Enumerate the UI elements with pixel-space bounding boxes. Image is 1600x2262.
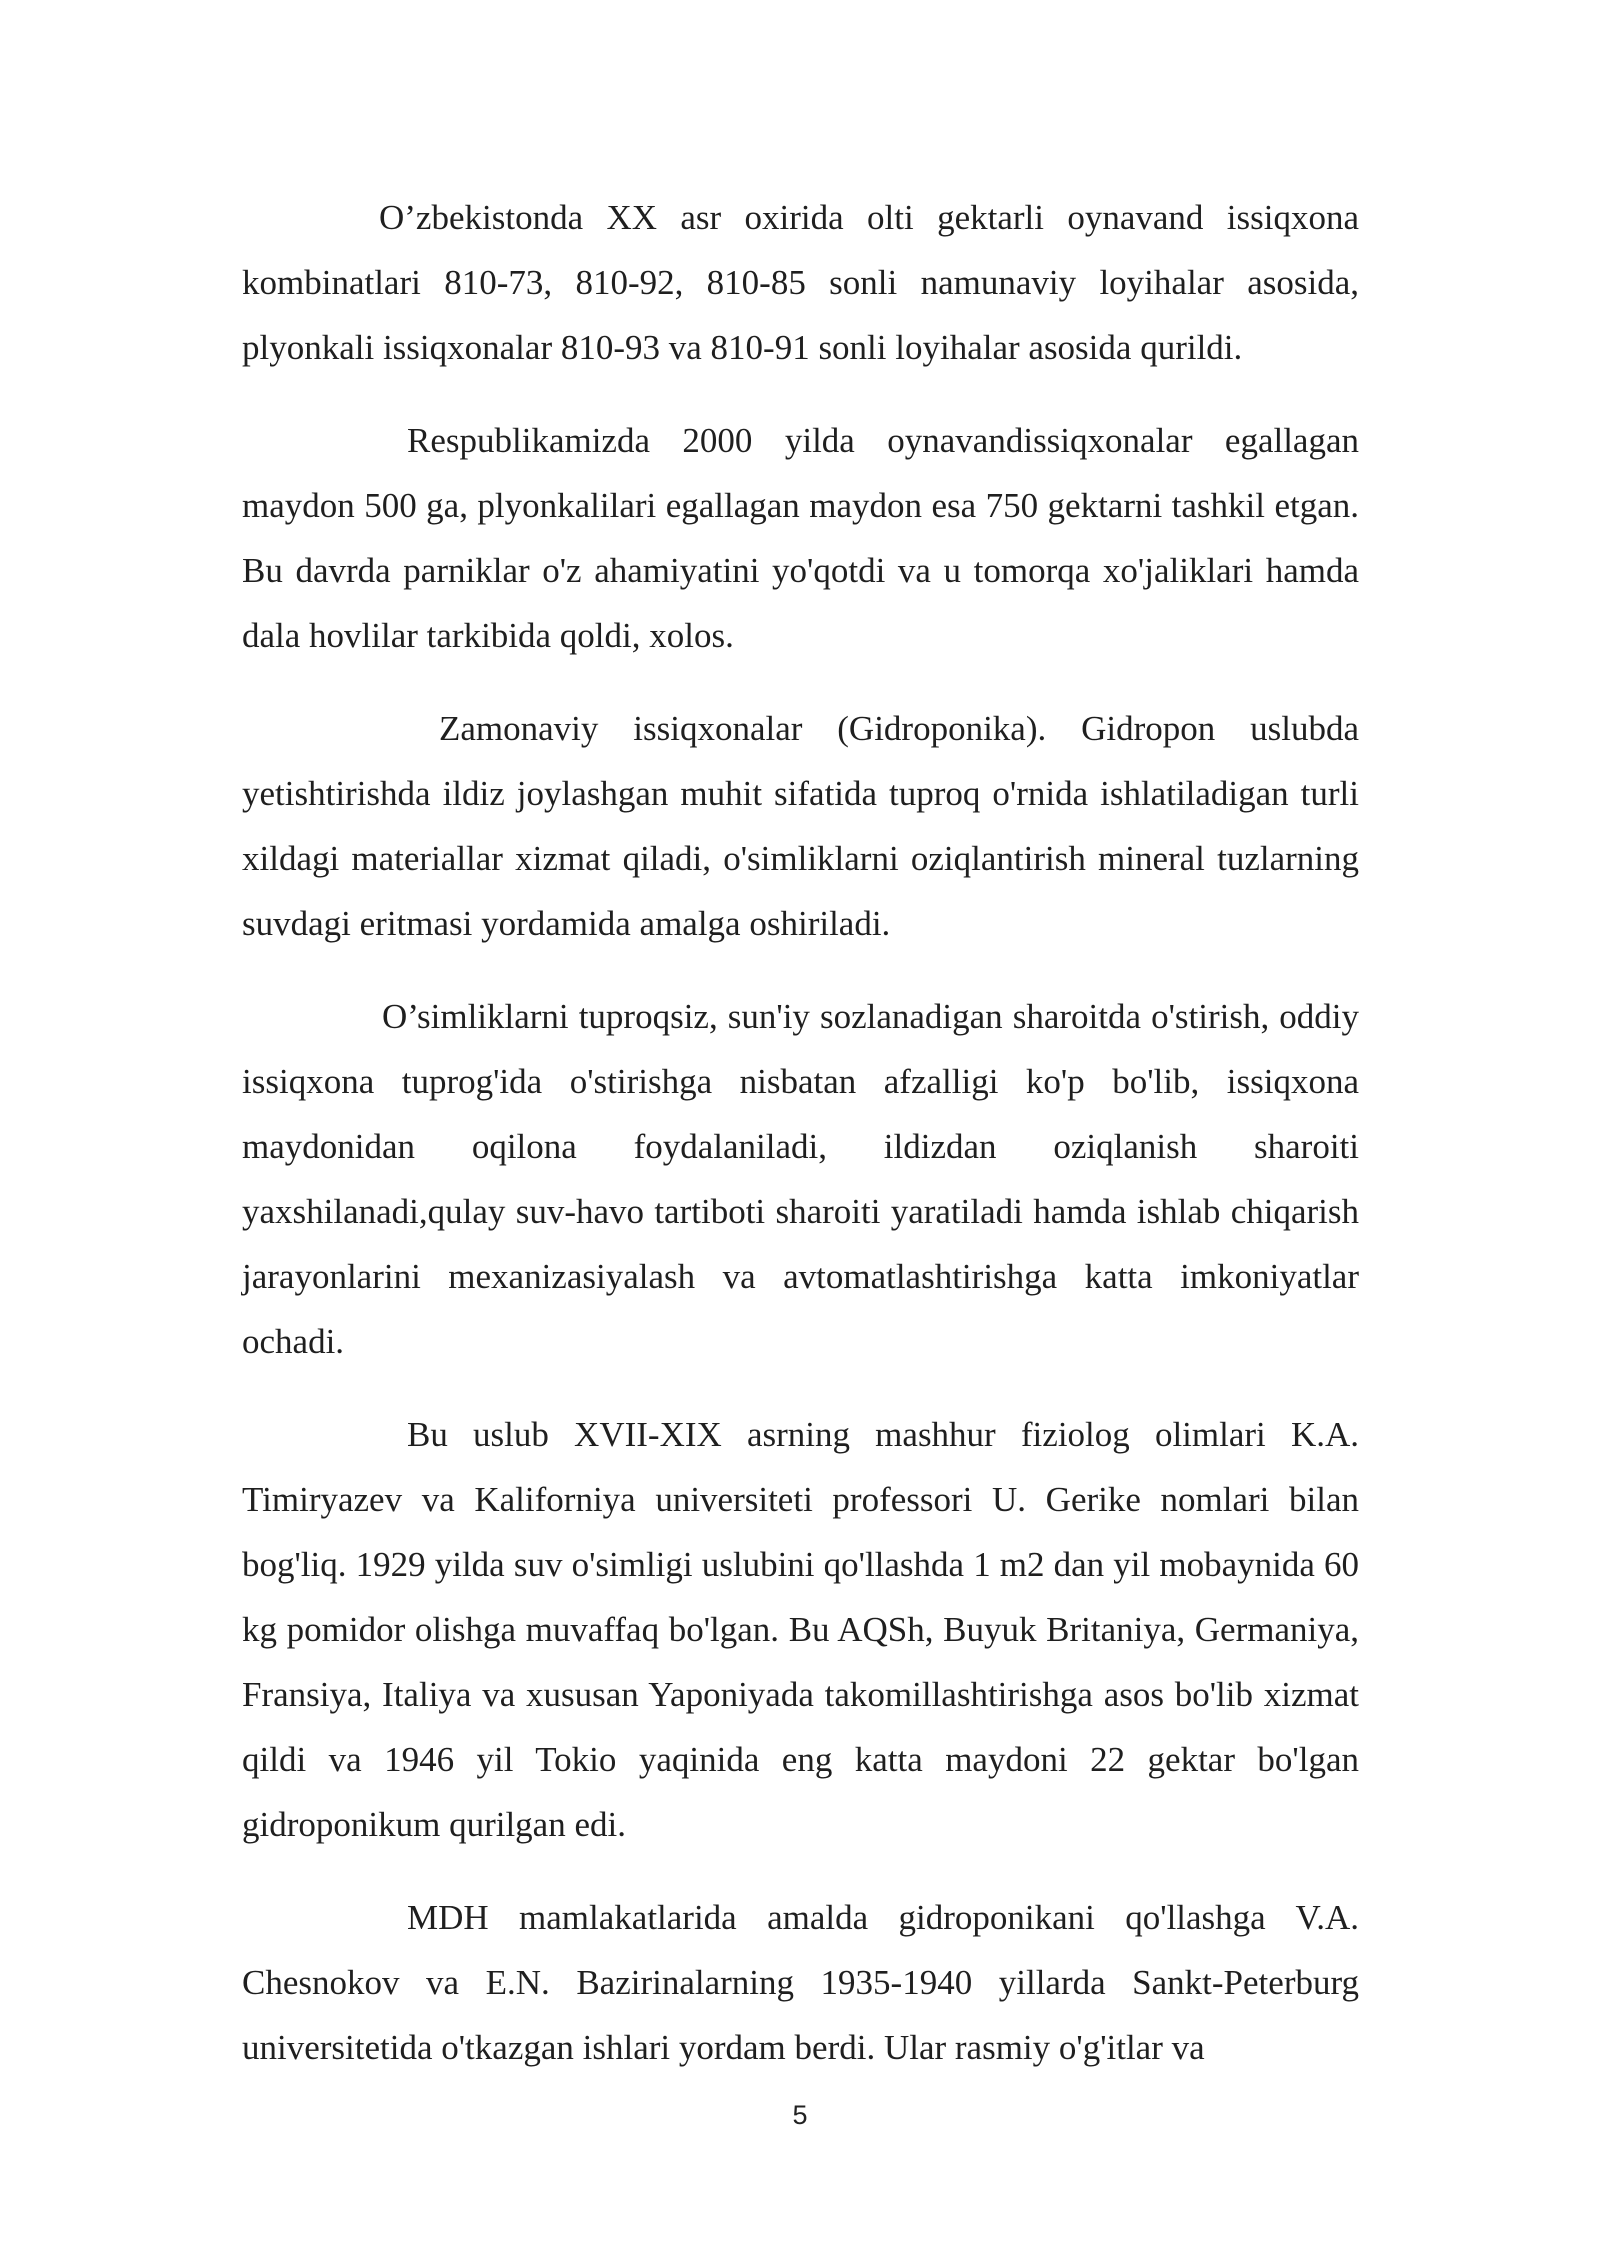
paragraph-4: O’simliklarni tuproqsiz, sun'iy sozlanadigan sharoitda o'stirish, oddiy issiqxona tuprog'ida o'stirishga nisbatan afzalligi ko'p bo'lib, issiqxona maydonidan oqilona foydalaniladi, ildizdan oziqlanish sharoiti yaxshilanadi,qulay suv-havo tartiboti sharoiti yaratiladi hamda ishlab chiqarish jarayonlarini mexanizasiyalash va avtomatlashtirishga katta imkoniyatlar ochadi. xyxy=(242,997,1359,1361)
paragraph-5: Bu uslub XVII-XIX asrning mashhur fiziolog olimlari K.A. Timiryazev va Kaliforniya universiteti professori U. Gerike nomlari bilan bog'liq. 1929 yilda suv o'simligi uslubini qo'llashda 1 m2 dan yil mobaynida 60 kg pomidor olishga muvaffaq bo'lgan. Bu AQSh, Buyuk Britaniya, Germaniya, Fransiya, Italiya va xususan Yaponiyada takomillashtirishga asos bo'lib xizmat qildi va 1946 yil Tokio yaqinida eng katta maydoni 22 gektar bo'lgan gidroponikum qurilgan edi. xyxy=(242,1415,1359,1844)
page-number: 5 xyxy=(792,2100,808,2130)
paragraph-1: O’zbekistonda XX asr oxirida olti gektarli oynavand issiqxona kombinatlari 810-73, 810-92, 810-85 sonli namunaviy loyihalar asosida, plyonkali issiqxonalar 810-93 va 810-91 sonli loyihalar asosida qurildi. xyxy=(242,198,1359,367)
paragraph-3: Zamonaviy issiqxonalar (Gidroponika). Gidropon uslubda yetishtirishda ildiz joylashgan muhit sifatida tuproq o'rnida ishlatiladigan turli xildagi materiallar xizmat qiladi, o'simliklarni oziqlantirish mineral tuzlarning suvdagi eritmasi yordamida amalga oshiriladi. xyxy=(242,709,1359,943)
paragraph-2: Respublikamizda 2000 yilda oynavandissiqxonalar egallagan maydon 500 ga, plyonkalilari egallagan maydon esa 750 gektarni tashkil etgan. Bu davrda parniklar o'z ahamiyatini yo'qotdi va u tomorqa xo'jaliklari hamda dala hovlilar tarkibida qoldi, xolos. xyxy=(242,421,1359,655)
document-body xyxy=(242,185,1359,2108)
paragraph-6: MDH mamlakatlarida amalda gidroponikani qo'llashga V.A. Chesnokov va E.N. Bazirinalarning 1935-1940 yillarda Sankt-Peterburg universitetida o'tkazgan ishlari yordam berdi. Ular rasmiy o'g'itlar va xyxy=(242,1898,1359,2067)
